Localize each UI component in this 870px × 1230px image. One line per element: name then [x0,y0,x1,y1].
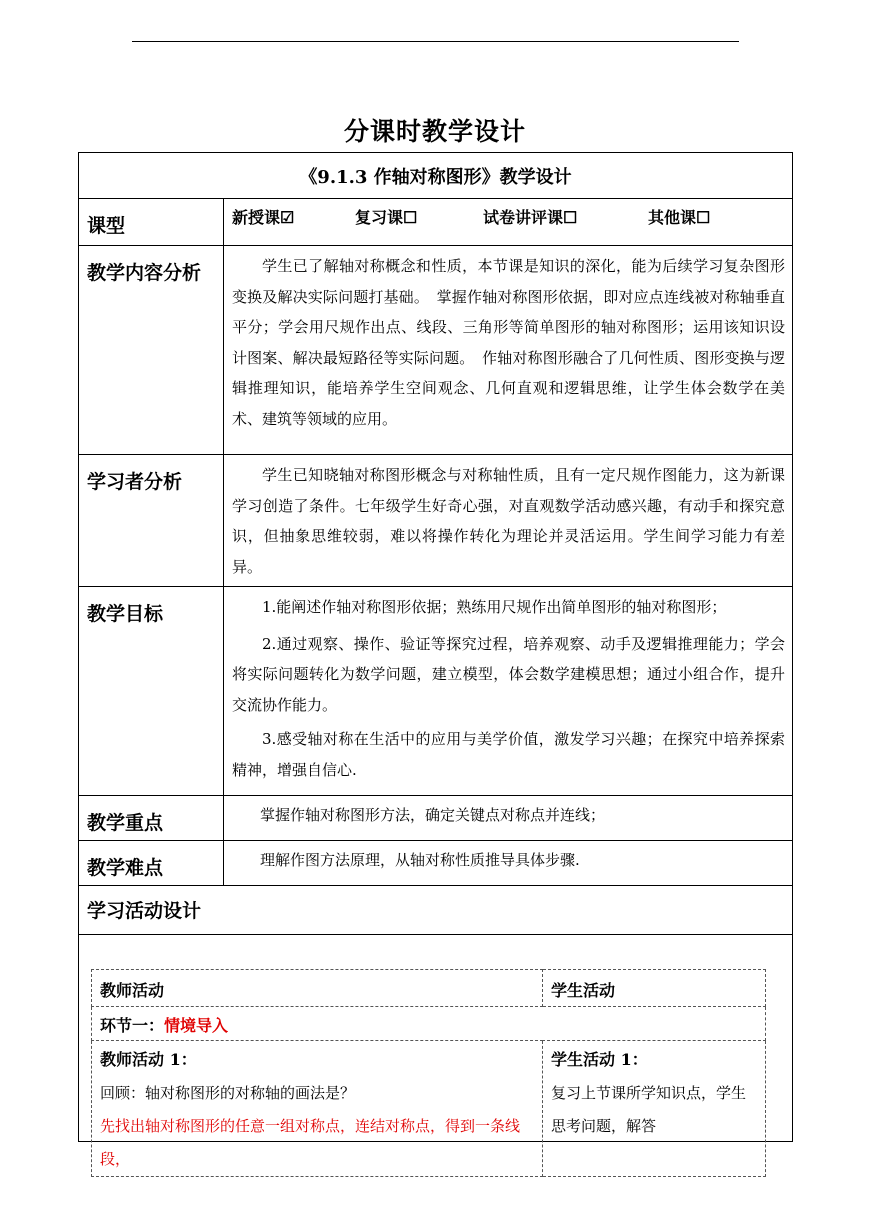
teacher-answer-text: 先找出轴对称图形的任意一组对称点，连结对称点，得到一条线段， [100,1117,521,1168]
difficulty-label: 教学难点 [79,841,224,886]
student-activity-header: 学生活动 [543,970,766,1007]
lesson-type-label: 课型 [79,199,224,246]
activity-body-cell [79,935,793,1168]
learner-analysis-row [79,455,793,587]
activity-design-label: 学习活动设计 [79,886,793,935]
content-analysis-text: 学生已了解轴对称概念和性质，本节课是知识的深化，能为后续学习复杂图形变换及解决实际问题打基础。 掌握作轴对称图形依据，即对应点连线被对称轴垂直平分；学会用尺规作出点、线段、三角形等简单图形的轴对称图形；运用该知识设计图案、解决最短路径等实际问题。 作轴对称图形融合了几何性质、图形变换与逻辑推理知识，能培养学生空间观念、几何直观和逻辑思维，让学生体会数学在美术、建筑等领域的应用。 [232,257,785,428]
content-analysis-label: 教学内容分析 [79,246,224,455]
header-rule [132,41,739,42]
student-activity-text: 复习上节课所学知识点，学生思考问题，解答 [551,1084,747,1135]
difficulty-text: 理解作图方法原理，从轴对称性质推导具体步骤. [224,841,793,886]
teacher-activity-title: 教师活动 1： [100,1050,197,1069]
learner-analysis-cell [224,455,793,587]
option-new-lesson[interactable]: 新授课☑ [232,208,295,227]
objectives-row [79,587,793,796]
student-activity-title: 学生活动 1： [551,1050,648,1069]
lesson-type-options [224,199,793,246]
key-point-label: 教学重点 [79,796,224,841]
lesson-type-row [79,199,793,246]
activity-body-row [79,935,793,1142]
objectives-cell [224,587,793,796]
teacher-activity-cell [92,1041,543,1177]
learner-analysis-text: 学生已知晓轴对称图形概念与对称轴性质，且有一定尺规作图能力，这为新课学习创造了条件。七年级学生好奇心强，对直观数学活动感兴趣，有动手和探究意识，但抽象思维较弱，难以将操作转化为理论并灵活运用。学生间学习能力有差异。 [232,466,785,576]
option-exam-review-lesson[interactable]: 试卷讲评课☐ [483,208,578,227]
learner-analysis-label: 学习者分析 [79,455,224,587]
key-point-row [79,796,793,841]
banner-row [79,153,793,199]
segment-name: 情境导入 [164,1016,229,1035]
document-title: 分课时教学设计 [343,117,526,146]
objective-item: 1.能阐述作轴对称图形依据；熟练用尺规作出简单图形的轴对称图形； [262,598,727,616]
teacher-review-question: 回顾：轴对称图形的对称轴的画法是？ [100,1084,356,1102]
student-activity-cell [543,1041,766,1177]
activity-content-row [92,1041,766,1177]
lesson-banner: 《9.1.3 作轴对称图形》教学设计 [79,153,793,199]
teacher-activity-header: 教师活动 [92,970,543,1007]
lesson-plan-table [78,152,793,1168]
segment-title [92,1007,766,1041]
segment-row [92,1007,766,1041]
option-other-lesson[interactable]: 其他课☐ [648,208,711,227]
objective-item: 2.通过观察、操作、验证等探究过程，培养观察、动手及逻辑推理能力；学会将实际问题转化为数学问题，建立模型，体会数学建模思想；通过小组合作，提升交流协作能力。 [232,634,785,714]
activity-header-row [79,886,793,935]
activity-table [91,969,766,1177]
difficulty-row [79,841,793,886]
content-analysis-cell [224,246,793,455]
key-point-text: 掌握作轴对称图形方法，确定关键点对称点并连线； [224,796,793,841]
objectives-label: 教学目标 [79,587,224,796]
activity-header [92,970,766,1007]
option-review-lesson[interactable]: 复习课☐ [355,208,418,227]
objective-item: 3.感受轴对称在生活中的应用与美学价值，激发学习兴趣；在探究中培养探索精神，增强自信心. [232,730,785,779]
segment-prefix: 环节一： [100,1016,165,1035]
content-analysis-row [79,246,793,455]
